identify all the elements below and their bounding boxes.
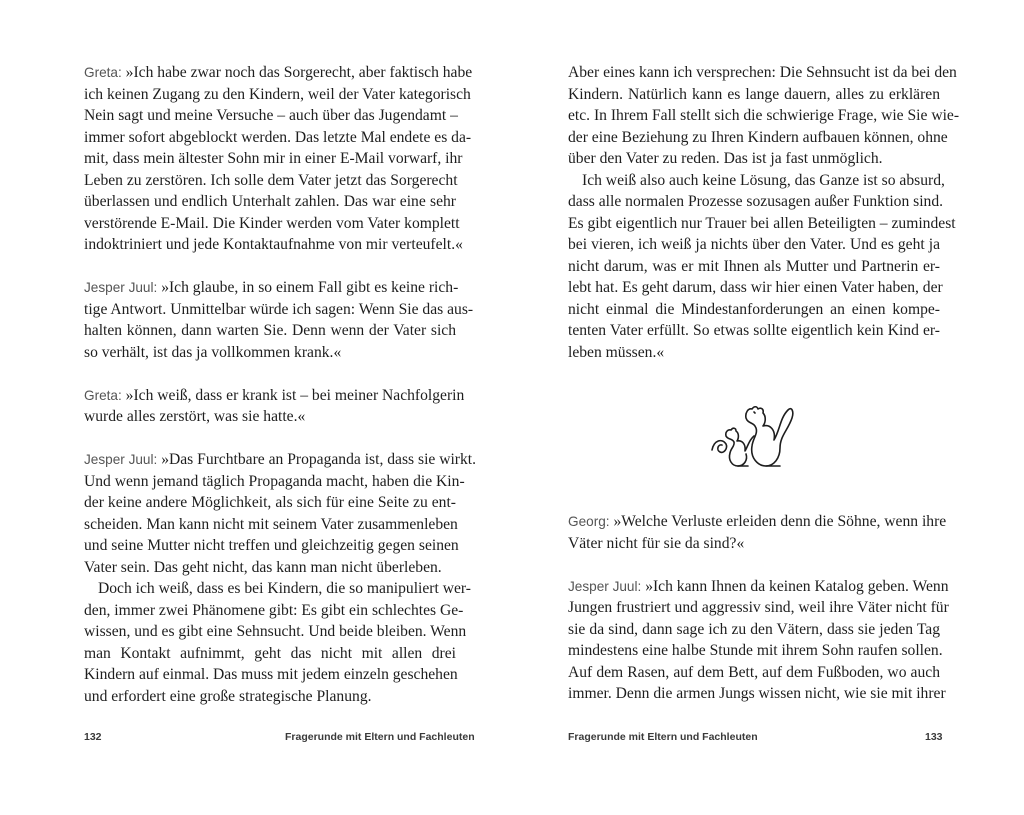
speaker-name: Greta:: [84, 65, 122, 80]
text-line: [84, 514, 456, 536]
line-text: Ich weiß also auch keine Lösung, das Ganze ist so absurd,: [582, 171, 945, 189]
line-text: verstörende E-Mail. Die Kinder werden vom Vater komplett: [84, 214, 460, 232]
text-line: [84, 170, 456, 192]
page-number: 133: [925, 731, 943, 743]
line-text: Jungen frustriert und aggressiv sind, weil ihre Väter nicht für: [568, 599, 949, 616]
line-text: nicht einmal die Mindestanforderungen an einen kompe-: [568, 300, 940, 318]
line-text: dass alle normalen Prozesse sozusagen außer Funktion sind.: [568, 193, 944, 210]
line-text: man Kontakt aufnimmt, geht das nicht mit allen drei: [84, 644, 456, 662]
paragraph-gap: [84, 363, 456, 385]
text-line: [568, 127, 948, 149]
text-line: [84, 557, 456, 579]
text-line: [84, 686, 456, 708]
text-line: [568, 320, 940, 342]
line-text: »Ich habe zwar noch das Sorgerecht, aber faktisch habe: [121, 64, 473, 81]
paragraph-gap: [568, 554, 940, 576]
text-line: [568, 619, 940, 641]
text-line: [84, 492, 456, 514]
line-text: wurde alles zerstört, was sie hatte.«: [84, 408, 306, 425]
line-text: lebt hat. Es geht darum, dass wir hier einen Vater haben, der: [568, 279, 943, 296]
text-line: [568, 62, 957, 84]
text-line: [568, 170, 945, 192]
line-text: Doch ich weiß, dass es bei Kindern, die so manipuliert wer-: [98, 580, 471, 597]
line-text: halten können, dann warten Sie. Denn wenn der Vater sich: [84, 322, 456, 339]
text-line: [84, 299, 474, 321]
paragraph-gap: [84, 428, 456, 450]
text-line: [568, 105, 960, 127]
line-text: Aber eines kann ich versprechen: Die Sehnsucht ist da bei den: [568, 64, 957, 81]
line-text: immer. Denn die armen Jungs wissen nicht, wie sie mit ihrer: [568, 685, 946, 702]
line-text: »Welche Verluste erleiden denn die Söhne, wenn ihre: [609, 513, 947, 530]
speaker-name: Jesper Juul:: [568, 578, 642, 594]
text-line: [568, 662, 940, 684]
text-line: [84, 342, 456, 364]
text-line: [84, 84, 471, 106]
line-text: »Ich weiß, dass er krank ist – bei meiner Nachfolgerin: [121, 386, 465, 404]
line-text: mit, dass mein ältester Sohn mir in einer E-Mail vorwarf, ihr: [84, 150, 463, 167]
right-page-text-top: [568, 62, 960, 363]
text-line: [84, 320, 456, 342]
line-text: Kindern auf einmal. Das muss mit jedem einzeln geschehen: [84, 666, 458, 683]
text-line: [84, 62, 473, 84]
right-page-text-bottom: [568, 511, 949, 705]
line-text: Kindern. Natürlich kann es lange dauern, alles zu erklären: [568, 85, 940, 103]
line-text: Väter nicht für sie da sind?«: [568, 534, 745, 552]
text-line: [568, 234, 940, 256]
speaker-name: Jesper Juul:: [84, 280, 158, 295]
line-text: Auf dem Rasen, auf dem Bett, auf dem Fußboden, wo auch: [568, 663, 940, 681]
line-text: den, immer zwei Phänomene gibt: Es gibt ein schlechtes Ge-: [84, 601, 464, 619]
right-page: [512, 0, 1024, 815]
line-text: etc. In Ihrem Fall stellt sich die schwierige Frage, wie Sie wie-: [568, 107, 960, 124]
line-text: und erfordert eine große strategische Planung.: [84, 687, 372, 705]
text-line: [568, 277, 943, 299]
text-line: [84, 471, 465, 493]
line-text: Vater sein. Das geht nicht, das kann man nicht überleben.: [84, 558, 442, 576]
text-line: [568, 683, 946, 705]
text-line: [84, 127, 472, 149]
text-line: [84, 643, 456, 665]
page-number: 132: [84, 731, 102, 743]
paragraph-gap: [84, 256, 456, 278]
line-text: tige Antwort. Unmittelbar würde ich sagen: Wenn Sie das aus-: [84, 300, 474, 318]
line-text: tenten Vater erfüllt. So etwas sollte eigentlich kein Kind er-: [568, 322, 940, 339]
line-text: leben müssen.«: [568, 343, 665, 361]
speaker-name: Georg:: [568, 514, 610, 529]
line-text: mindestens eine halbe Stunde mit ihrem Sohn raufen sollen.: [568, 642, 943, 659]
line-text: »Ich kann Ihnen da keinen Katalog geben. Wenn: [641, 577, 949, 595]
squirrel-pair-icon: [708, 396, 798, 470]
text-line: [84, 664, 456, 686]
line-text: überlassen und endlich Unterhalt zahlen. Das war eine sehr: [84, 193, 456, 210]
line-text: über den Vater zu reden. Das ist ja fast unmöglich.: [568, 150, 883, 167]
text-line: [84, 621, 467, 643]
text-line: [568, 597, 949, 619]
line-text: nicht darum, was er mit Ihnen als Mutter und Partnerin er-: [568, 257, 940, 275]
line-text: Und wenn jemand täglich Propaganda macht, haben die Kin-: [84, 472, 465, 490]
text-line: [568, 213, 956, 235]
text-line: [84, 578, 471, 600]
left-page-text: [84, 62, 477, 707]
line-text: »Ich glaube, in so einem Fall gibt es keine rich-: [157, 279, 459, 296]
line-text: so verhält, ist das ja vollkommen krank.«: [84, 343, 342, 361]
text-line: [568, 299, 940, 321]
text-line: [84, 406, 456, 428]
line-text: indoktriniert und jede Kontaktaufnahme von mir verteufelt.«: [84, 236, 463, 253]
running-head: Fragerunde mit Eltern und Fachleuten: [568, 731, 758, 743]
text-line: [568, 148, 940, 170]
running-head: Fragerunde mit Eltern und Fachleuten: [285, 731, 475, 743]
text-line: [84, 385, 465, 407]
line-text: Leben zu zerstören. Ich solle dem Vater jetzt das Sorgerecht: [84, 171, 458, 189]
text-line: [568, 191, 944, 213]
line-text: Es gibt eigentlich nur Trauer bei allen Beteiligten – zumindest: [568, 214, 956, 232]
text-line: [84, 600, 464, 622]
text-line: [568, 84, 940, 106]
line-text: scheiden. Man kann nicht mit seinem Vater zusammenleben: [84, 515, 458, 533]
text-line: [84, 277, 459, 299]
text-line: [84, 148, 463, 170]
line-text: der eine Beziehung zu Ihren Kindern aufbauen können, ohne: [568, 128, 948, 146]
speaker-name: Greta:: [84, 387, 122, 403]
text-line: [84, 535, 459, 557]
line-text: bei vieren, ich weiß ja nichts über den Vater. Und es geht ja: [568, 236, 940, 253]
line-text: immer sofort abgeblockt werden. Das letzte Mal endete es da-: [84, 128, 472, 146]
line-text: Nein sagt und meine Versuche – auch über das Jugendamt –: [84, 107, 458, 124]
line-text: »Das Furchtbare an Propaganda ist, dass sie wirkt.: [157, 451, 477, 468]
text-line: [84, 213, 460, 235]
line-text: und seine Mutter nicht treffen und gleichzeitig gegen seinen: [84, 537, 459, 554]
text-line: [84, 449, 477, 471]
text-line: [84, 191, 456, 213]
text-line: [568, 511, 947, 533]
line-text: wissen, und es gibt eine Sehnsucht. Und beide bleiben. Wenn: [84, 623, 467, 640]
text-line: [568, 576, 949, 598]
text-line: [84, 234, 463, 256]
line-text: der keine andere Möglichkeit, als sich für eine Seite zu ent-: [84, 494, 456, 511]
text-line: [568, 342, 940, 364]
text-line: [568, 533, 940, 555]
text-line: [568, 256, 940, 278]
line-text: sie da sind, dann sage ich zu den Vätern, dass sie jeden Tag: [568, 620, 940, 638]
speaker-name: Jesper Juul:: [84, 452, 158, 467]
line-text: ich keinen Zugang zu den Kindern, weil der Vater kategorisch: [84, 85, 471, 103]
text-line: [84, 105, 456, 127]
text-line: [568, 640, 943, 662]
